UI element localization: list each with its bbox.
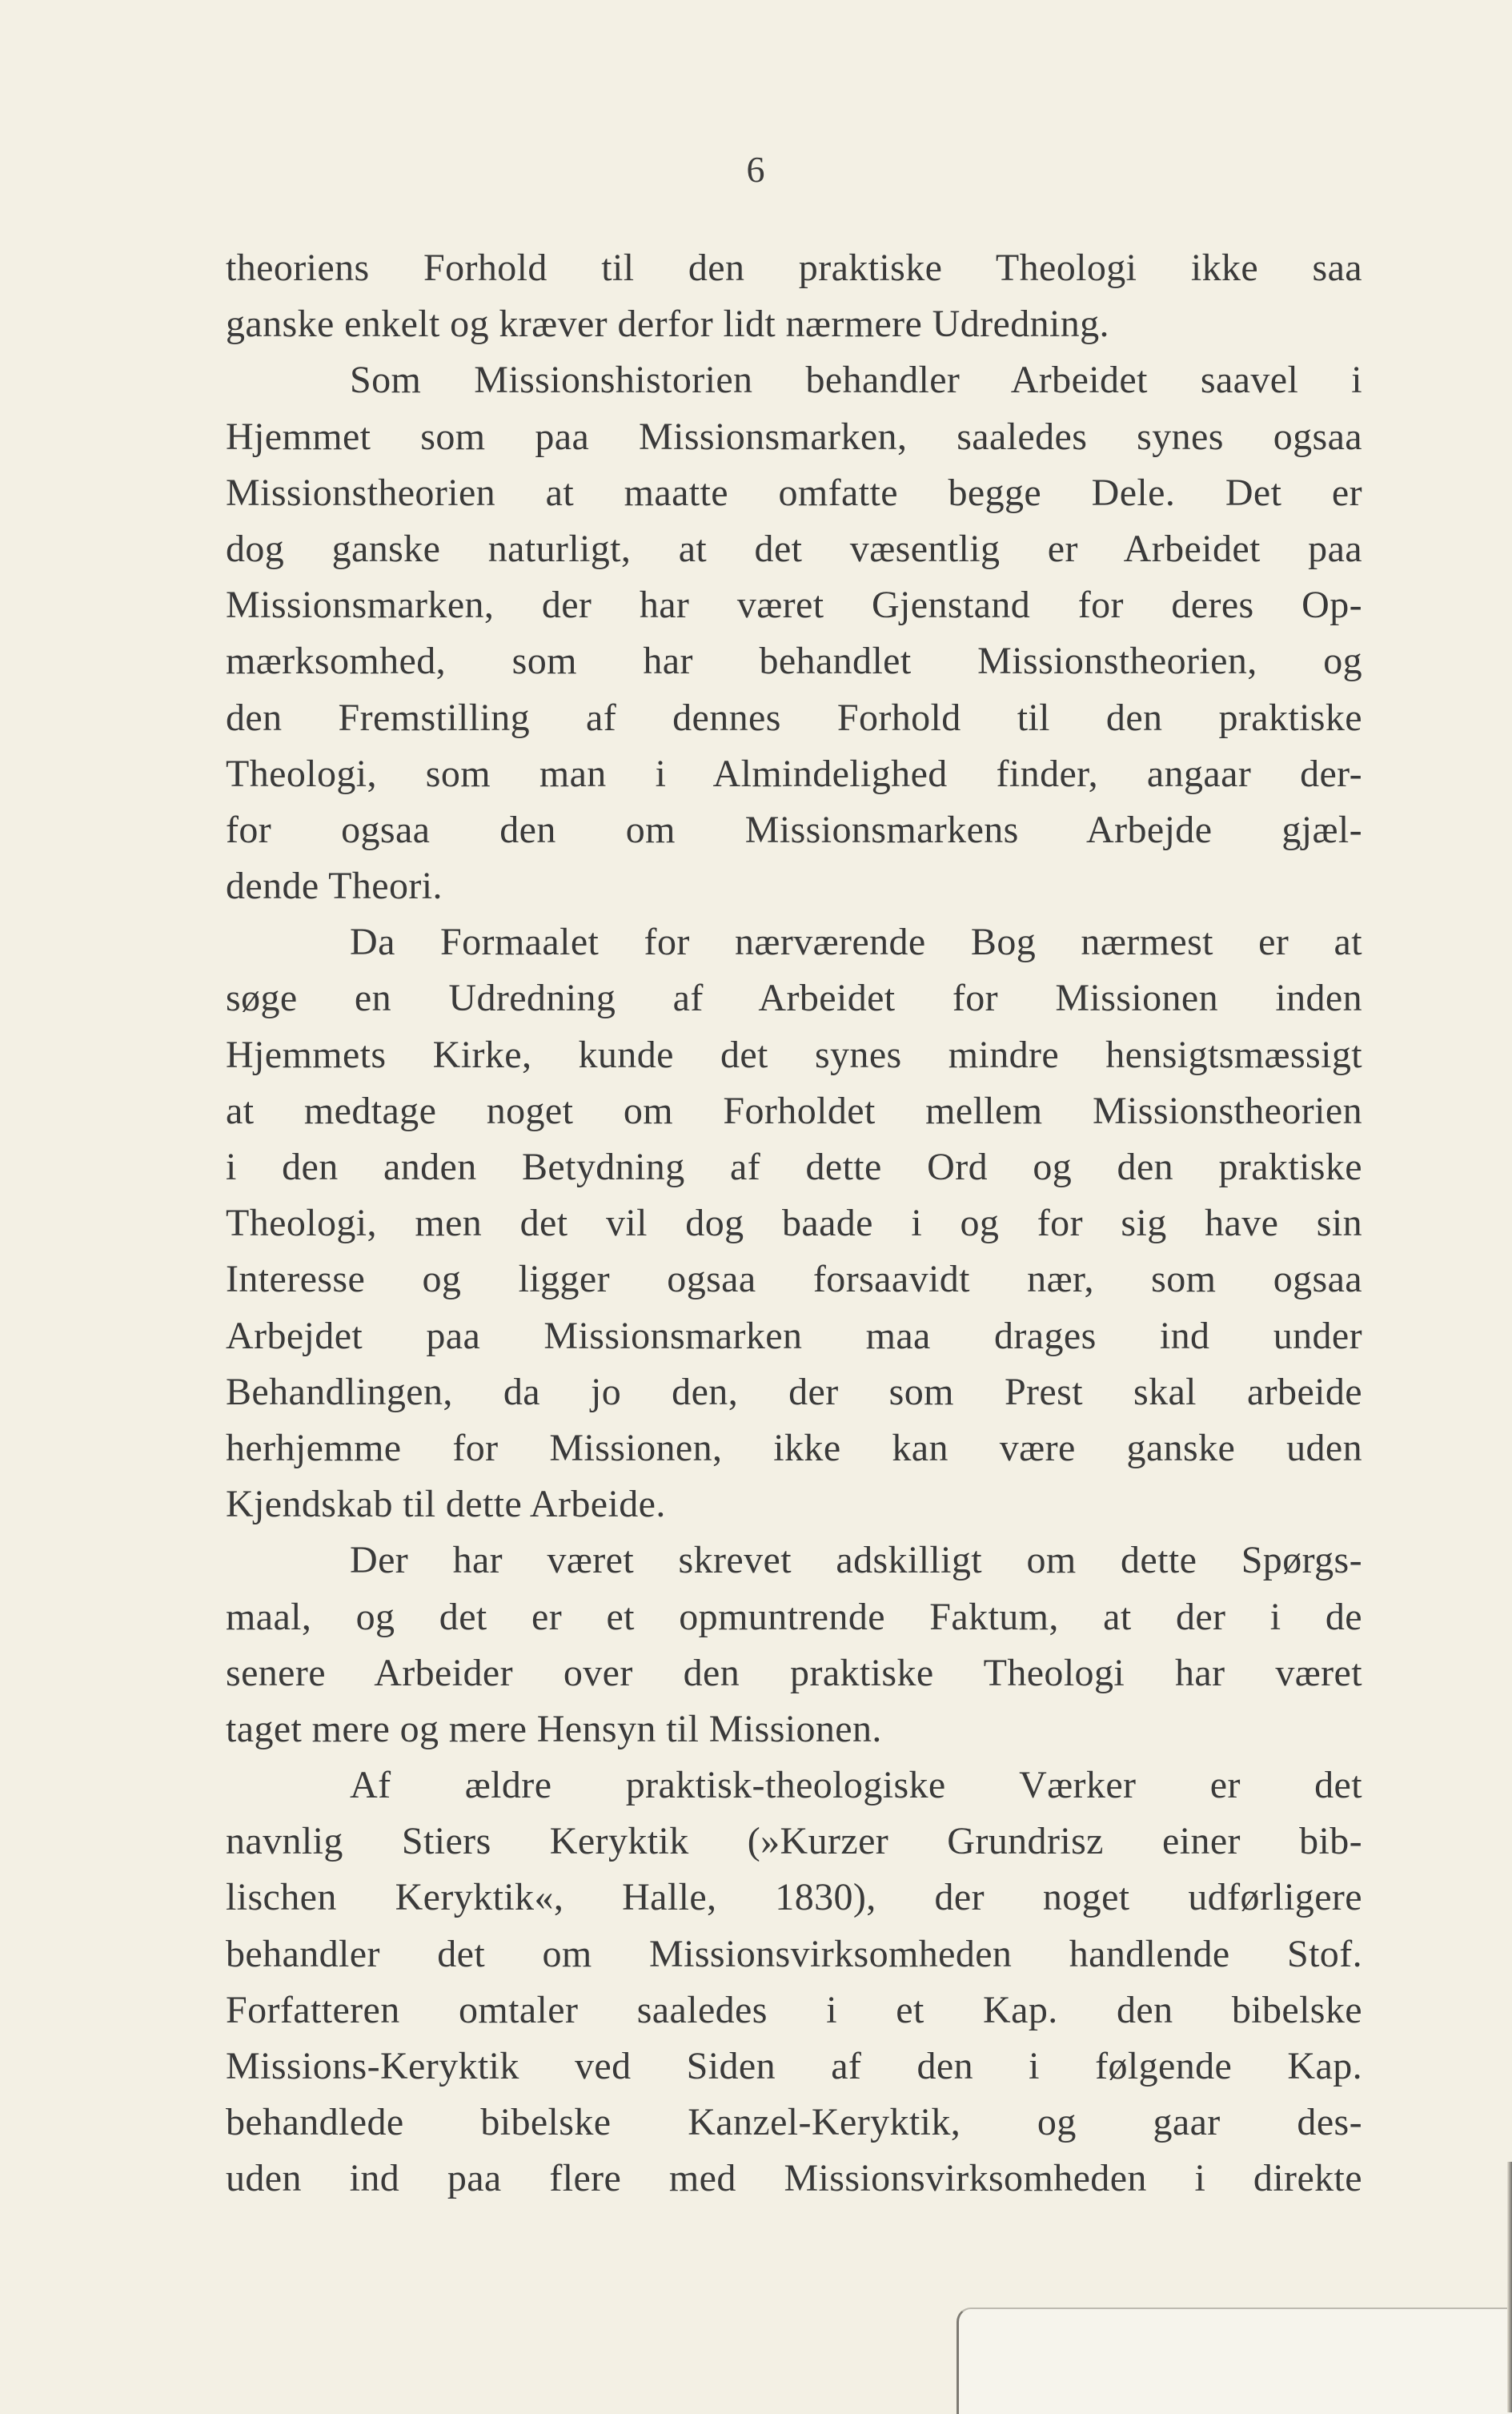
page-edge-shadow [1507,2162,1512,2412]
text-line: theoriens Forhold til den praktiske Theologi ikke saa [226,247,1362,289]
text-line: Theologi, men det vil dog baade i og for sig have sin [226,1202,1362,1245]
text-line: den Fremstilling af dennes Forhold til den praktiske [226,696,1362,739]
text-line: herhjemme for Missionen, ikke kan være ganske uden [226,1426,1362,1469]
text-line: navnlig Stiers Keryktik (»Kurzer Grundrisz einer bib- [226,1820,1362,1863]
text-line: ganske enkelt og kræver derfor lidt nærmere Udredning. [226,303,1109,346]
text-line: mærksomhed, som har behandlet Missionstheorien, og [226,640,1362,683]
text-line: Missionsmarken, der har været Gjenstand for deres Op- [226,584,1362,627]
text-line: lischen Keryktik«, Halle, 1830), der noget udførligere [226,1876,1362,1919]
text-line: uden ind paa flere med Missionsvirksomheden i direkte [226,2157,1362,2200]
text-line: Arbejdet paa Missionsmarken maa drages ind under [226,1314,1362,1357]
text-line: behandler det om Missionsvirksomheden handlende Stof. [226,1932,1362,1975]
text-line: Hjemmet som paa Missionsmarken, saaledes synes ogsaa [226,415,1362,458]
body-text [226,240,1362,2207]
text-line: Da Formaalet for nærværende Bog nærmest er at [350,921,1362,964]
text-line: Der har været skrevet adskilligt om dette Spørgs- [350,1539,1362,1582]
page-number: 6 [746,149,766,190]
text-line: Interesse og ligger ogsaa forsaavidt nær, som ogsaa [226,1258,1362,1301]
text-line: Missionstheorien at maatte omfatte begge Dele. Det er [226,471,1362,514]
text-line: Forfatteren omtaler saaledes i et Kap. den bibelske [226,1988,1362,2031]
text-line: Kjendskab til dette Arbeide. [226,1483,666,1526]
paper-slip-edge [957,2308,1512,2414]
text-line: maal, og det er et opmuntrende Faktum, at der i de [226,1595,1362,1638]
text-line: Theologi, som man i Almindelighed finder, angaar der- [226,752,1362,795]
text-line: i den anden Betydning af dette Ord og den praktiske [226,1146,1362,1188]
text-line: Af ældre praktisk-theologiske Værker er det [350,1764,1362,1807]
text-line: for ogsaa den om Missionsmarkens Arbejde gjæl- [226,808,1362,851]
text-line: søge en Udredning af Arbeidet for Missionen inden [226,977,1362,1020]
text-line: taget mere og mere Hensyn til Missionen. [226,1707,882,1750]
text-line: dog ganske naturligt, at det væsentlig er Arbeidet paa [226,527,1362,570]
text-line: Missions-Keryktik ved Siden af den i følgende Kap. [226,2045,1362,2087]
text-line: Behandlingen, da jo den, der som Prest skal arbeide [226,1370,1362,1413]
text-line: at medtage noget om Forholdet mellem Missionstheorien [226,1089,1362,1132]
text-line: dende Theori. [226,865,443,908]
text-line: behandlede bibelske Kanzel-Keryktik, og gaar des- [226,2101,1362,2144]
text-line: senere Arbeider over den praktiske Theologi har været [226,1651,1362,1694]
text-line: Hjemmets Kirke, kunde det synes mindre hensigtsmæssigt [226,1033,1362,1076]
text-line: Som Missionshistorien behandler Arbeidet saavel i [350,359,1362,402]
